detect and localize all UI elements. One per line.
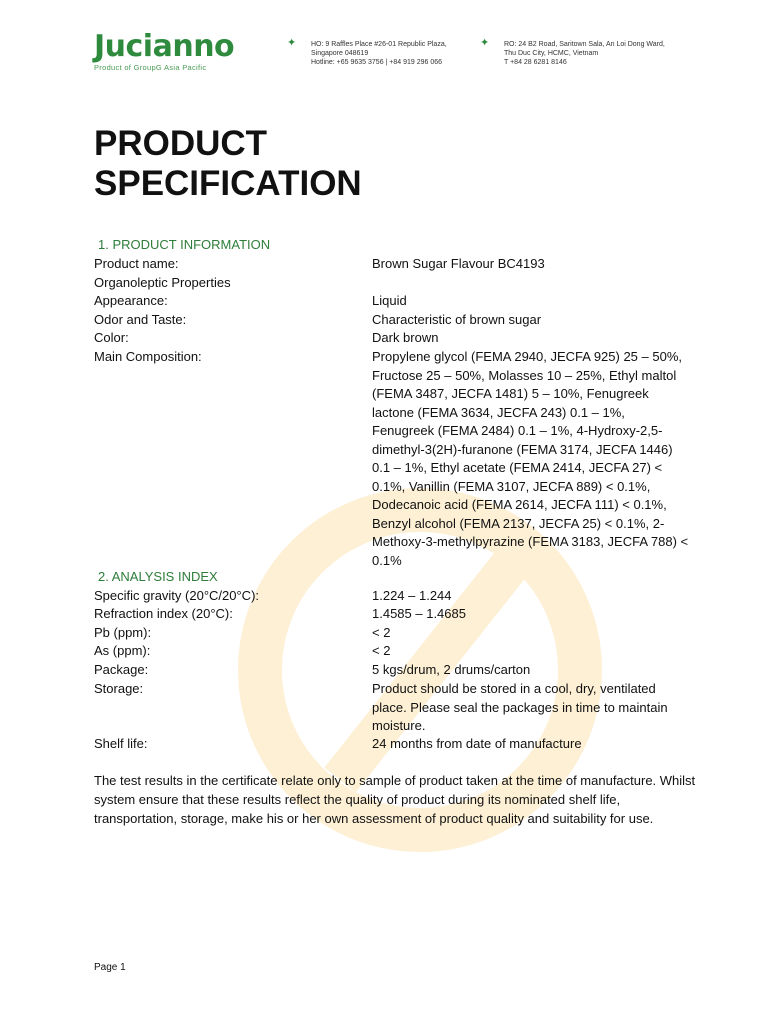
section-heading-product-info: 1. PRODUCT INFORMATION: [98, 237, 271, 252]
page-title: [94, 124, 362, 204]
logo-tagline: Product of GroupG Asia Pacific: [94, 63, 207, 72]
disclaimer-paragraph: The test results in the certificate relate only to sample of product taken at the time of manufacture. Whilst system ensure that these results reflect the quality of product during its nominated shelf life, transportation, storage, make his or her own assessment of product quality and suitability for use.: [94, 773, 696, 826]
field-label: Product name:: [94, 256, 179, 271]
field-value: Characteristic of brown sugar: [372, 312, 542, 327]
field-label: Appearance:: [94, 293, 168, 308]
field-label: Refraction index (20°C):: [94, 606, 233, 621]
address-ho: [287, 37, 447, 67]
title-line: SPECIFICATION: [94, 164, 362, 203]
field-label: Color:: [94, 330, 129, 345]
address-line: Singapore 048619: [311, 50, 369, 57]
field-label: Storage:: [94, 681, 144, 696]
address-line: T +84 28 6281 8146: [504, 59, 567, 66]
field-value: < 2: [372, 643, 391, 658]
address-line: Thu Duc City, HCMC, Vietnam: [504, 50, 599, 57]
title-line: PRODUCT: [94, 124, 268, 163]
field-label: Odor and Taste:: [94, 312, 187, 327]
address-line: Hotline: +65 9635 3756 | +84 919 296 066: [311, 59, 443, 66]
field-value: Product should be stored in a cool, dry, ventilated place. Please seal the packages in time to maintain moisture.: [372, 681, 668, 733]
address-ro: [480, 37, 665, 67]
field-value: 1.224 – 1.244: [372, 588, 452, 603]
field-label: Specific gravity (20°C/20°C):: [94, 588, 260, 603]
sparkle-icon: ✦: [480, 37, 490, 49]
field-value: Dark brown: [372, 330, 439, 345]
page-number: Page 1: [94, 962, 126, 973]
field-value: 5 kgs/drum, 2 drums/carton: [372, 662, 531, 677]
field-value: < 2: [372, 625, 391, 640]
address-line: RO: 24 B2 Road, Saritown Sala, An Loi Dong Ward,: [504, 41, 665, 48]
address-line: HO: 9 Raffles Place #26-01 Republic Plaza,: [311, 41, 447, 48]
field-label: Shelf life:: [94, 736, 148, 751]
section-heading-analysis: 2. ANALYSIS INDEX: [98, 569, 218, 584]
field-value: Brown Sugar Flavour BC4193: [372, 256, 545, 271]
field-label: Organoleptic Properties: [94, 275, 231, 290]
field-value: Liquid: [372, 293, 407, 308]
field-label: Package:: [94, 662, 149, 677]
sparkle-icon: ✦: [287, 37, 297, 49]
logo-name: Jucianno: [94, 29, 235, 64]
field-label: Pb (ppm):: [94, 625, 152, 640]
field-label: As (ppm):: [94, 643, 151, 658]
field-label: Main Composition:: [94, 349, 202, 364]
company-logo: [94, 30, 234, 72]
field-value: Propylene glycol (FEMA 2940, JECFA 925) 25 – 50%, Fructose 25 – 50%, Molasses 10 – 25%, Ethyl maltol (FEMA 3487, JECFA 1481) 5 – 10%, Fenugreek lactone (FEMA 3634, JECFA 243) 0.1 – 1%, Fenugreek (FEMA 2484) 0.1 – 1%, 4-Hydroxy-2,5-dimethyl-3(2H)-furanone (FEMA 3174, JECFA 1446) 0.1 – 1%, Ethyl acetate (FEMA 2414, JECFA 27) < 0.1%, Vanillin (FEMA 3107, JECFA 889) < 0.1%, Dodecanoic acid (FEMA 2614, JECFA 111) < 0.1%, Benzyl alcohol (FEMA 2137, JECFA 25) < 0.1%, 2-Methoxy-3-methylpyrazine (FEMA 3183, JECFA 788) < 0.1%: [372, 349, 689, 568]
field-value: 24 months from date of manufacture: [372, 736, 582, 751]
field-value: 1.4585 – 1.4685: [372, 606, 466, 621]
